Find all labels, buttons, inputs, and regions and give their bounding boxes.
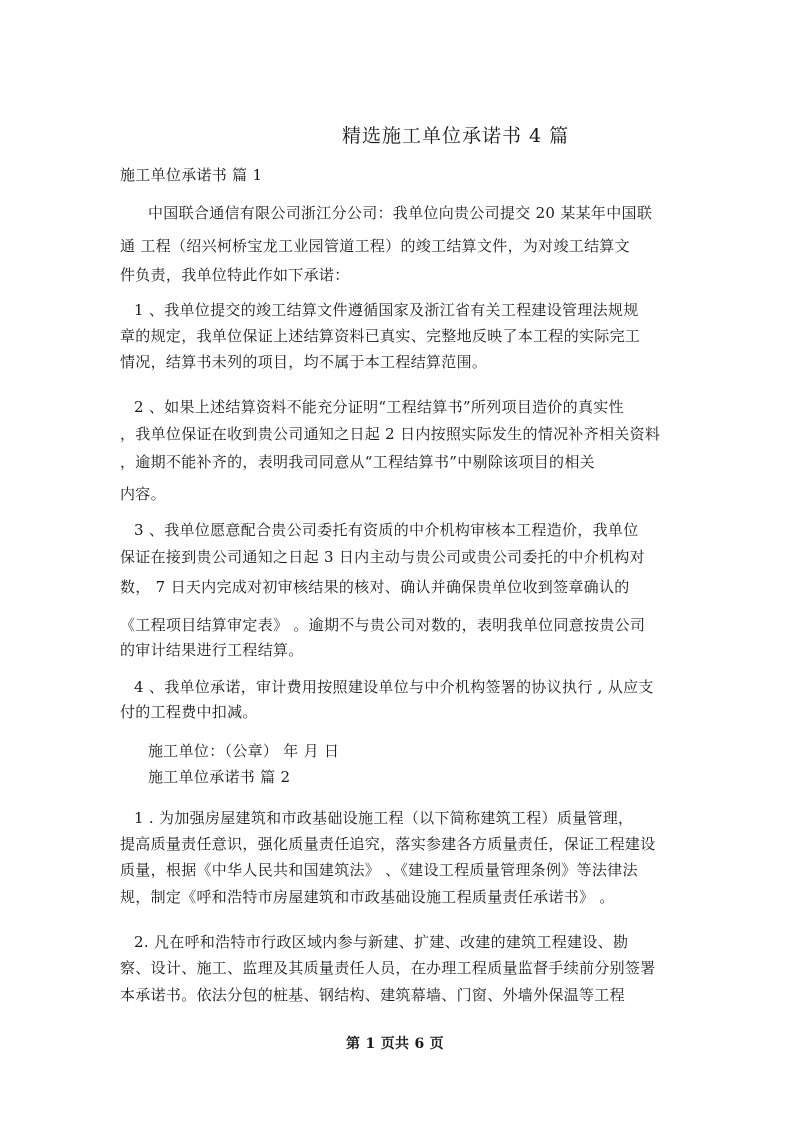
- paragraph-line: 件负责，我单位特此作如下承诺：: [120, 266, 350, 284]
- paragraph-line: 1 、我单位提交的竣工结算文件遵循国家及浙江省有关工程建设管理法规规: [134, 301, 639, 319]
- paragraph-line: 4 、我单位承诺，审计费用按照建设单位与中介机构签署的协议执行 , 从应支: [134, 678, 654, 696]
- paragraph-line: 中国联合通信有限公司浙江分公司：我单位向贵公司提交 20 某某年中国联: [148, 204, 653, 222]
- paragraph-line: 内容。: [120, 485, 166, 503]
- paragraph-line: 质量，根据《中华人民共和国建筑法》 、《建设工程质量管理条例》等法律法: [120, 861, 638, 879]
- paragraph-line: 章的规定，我单位保证上述结算资料已真实、完整地反映了本工程的实际完工: [120, 327, 641, 345]
- signature-line: 施工单位：（公章） 年 月 日: [148, 742, 340, 760]
- paragraph-line: 规，制定《呼和浩特市房屋建筑和市政基础设施工程质量责任承诺书》 。: [120, 888, 615, 906]
- paragraph-line: 察、设计、施工、监理及其质量责任人员，在办理工程质量监督手续前分别签署: [120, 959, 656, 977]
- paragraph-line: 2 、如果上述结算资料不能充分证明“工程结算书”所列项目造价的真实性: [134, 398, 624, 416]
- paragraph-line: 2. 凡在呼和浩特市行政区域内参与新建、扩建、改建的建筑工程建设、勘: [134, 933, 629, 951]
- paragraph-line: 3 、我单位愿意配合贵公司委托有资质的中介机构审核本工程造价，我单位: [134, 521, 639, 539]
- section-heading: 施工单位承诺书 篇 2: [148, 768, 291, 786]
- paragraph-line: 本承诺书。依法分包的桩基、钢结构、建筑幕墙、门窗、外墙外保温等工程: [120, 986, 625, 1004]
- paragraph-line: ，我单位保证在收到贵公司通知之日起 2 日内按照实际发生的情况补齐相关资料: [120, 425, 661, 443]
- paragraph-line: 1 . 为加强房屋建筑和市政基础设施工程（以下简称建筑工程）质量管理，: [134, 809, 634, 827]
- paragraph-line: 付的工程费中扣减。: [120, 703, 258, 721]
- paragraph-line: 保证在接到贵公司通知之日起 3 日内主动与贵公司或贵公司委托的中介机构对: [120, 548, 645, 566]
- paragraph-line: 数， 7 日天内完成对初审核结果的核对、确认并确保贵单位收到签章确认的: [120, 578, 630, 596]
- paragraph-line: 提高质量责任意识，强化质量责任追究，落实参建各方质量责任，保证工程建设: [120, 835, 656, 853]
- document-title: 精选施工单位承诺书 4 篇: [342, 125, 570, 147]
- paragraph-line: 通 工程（绍兴柯桥宝龙工业园管道工程）的竣工结算文件，为对竣工结算文: [120, 237, 630, 255]
- paragraph-line: 的审计结果进行工程结算。: [120, 641, 304, 659]
- paragraph-line: 情况，结算书未列的项目，均不属于本工程结算范围。: [120, 353, 488, 371]
- paragraph-line: 《工程项目结算审定表》 。逾期不与贵公司对数的，表明我单位同意按贵公司: [120, 616, 646, 634]
- page-footer: 第 1 页共 6 页: [346, 1036, 444, 1052]
- paragraph-line: ，逾期不能补齐的，表明我司同意从“工程结算书”中剔除该项目的相关: [120, 453, 595, 471]
- section-heading: 施工单位承诺书 篇 1: [120, 166, 263, 184]
